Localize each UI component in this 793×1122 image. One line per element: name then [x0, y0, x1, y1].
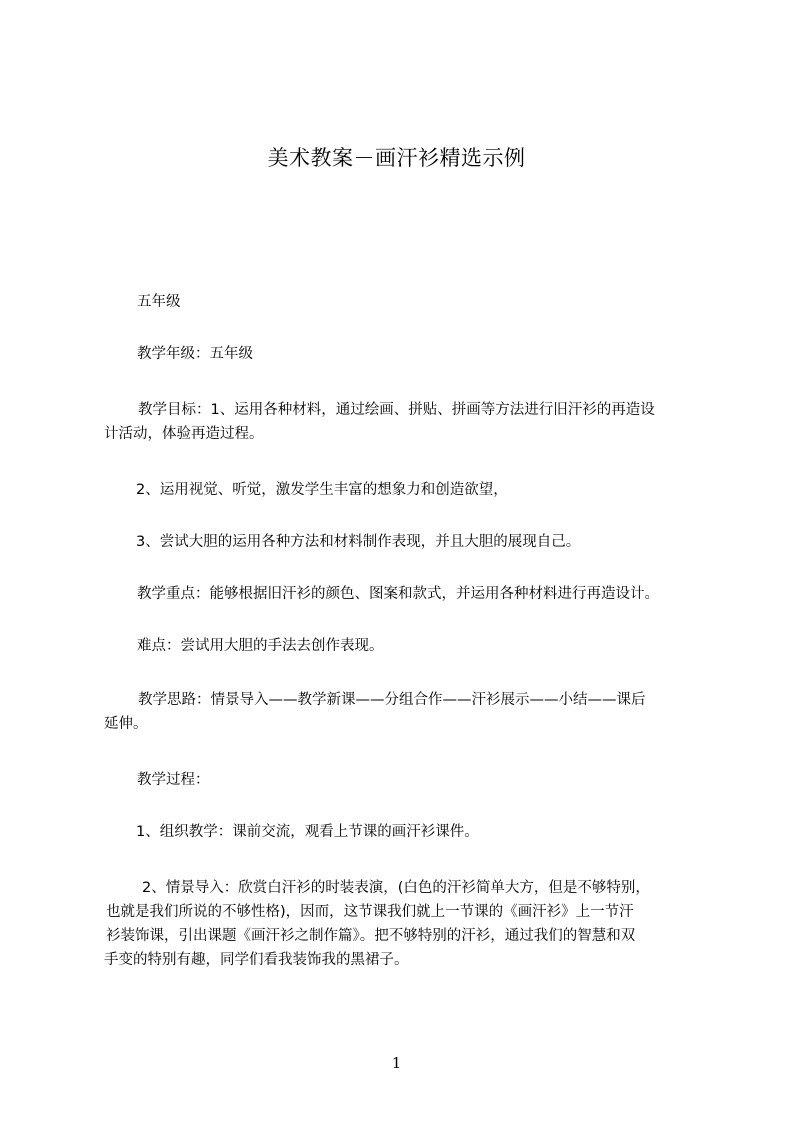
process-step-2-line-1: 2、情景导入：欣赏白汗衫的时装表演，(白色的汗衫简单大方，但是不够特别， — [142, 880, 650, 896]
teaching-goal-3-text: 3、尝试大胆的运用各种方法和材料制作表现，并且大胆的展现自己。 — [136, 534, 581, 550]
teaching-goal-2-text: 2、运用视觉、听觉，激发学生丰富的想象力和创造欲望， — [136, 482, 508, 498]
teaching-approach-line-2: 延伸。 — [104, 716, 148, 732]
process-heading-paragraph — [137, 768, 737, 792]
document-title: 美术教案－画汗衫精选示例 — [267, 146, 526, 170]
key-point-text: 教学重点：能够根据旧汗衫的颜色、图案和款式，并运用各种材料进行再造设计。 — [137, 586, 659, 602]
process-step-2-paragraph — [104, 876, 704, 972]
difficulty-text: 难点：尝试用大胆的手法去创作表现。 — [137, 638, 384, 654]
teaching-goal-3-paragraph — [136, 530, 736, 554]
process-step-2-line-4: 手变的特别有趣，同学们看我装饰我的黑裙子。 — [104, 952, 409, 968]
key-point-paragraph — [137, 582, 737, 606]
process-step-1-text: 1、组织教学：课前交流，观看上节课的画汗衫课件。 — [136, 824, 479, 840]
process-heading-text: 教学过程： — [137, 772, 210, 788]
grade-text: 五年级 — [137, 294, 181, 310]
process-step-2-line-2: 也就是我们所说的不够性格)，因而，这节课我们就上一节课的《画汗衫》上一节汗 — [106, 904, 634, 920]
teaching-grade-paragraph — [137, 342, 737, 366]
teaching-grade-text: 教学年级：五年级 — [137, 346, 253, 362]
teaching-approach-paragraph — [104, 688, 704, 736]
difficulty-paragraph — [137, 634, 737, 658]
teaching-approach-line-1: 教学思路：情景导入——教学新课——分组合作——汗衫展示——小结——课后 — [138, 692, 646, 708]
page-number: 1 — [391, 1054, 402, 1072]
teaching-goal-1-paragraph — [104, 398, 704, 446]
process-step-2-line-3: 衫装饰课，引出课题《画汗衫之制作篇》。把不够特别的汗衫，通过我们的智慧和双 — [106, 928, 636, 944]
teaching-goal-1-line-2: 计活动，体验再造过程。 — [104, 426, 264, 442]
teaching-goal-2-paragraph — [136, 478, 736, 502]
grade-paragraph — [137, 290, 737, 314]
teaching-goal-1-line-1: 教学目标：1、运用各种材料，通过绘画、拼贴、拼画等方法进行旧汗衫的再造设 — [138, 402, 655, 418]
process-step-1-paragraph — [136, 820, 736, 844]
